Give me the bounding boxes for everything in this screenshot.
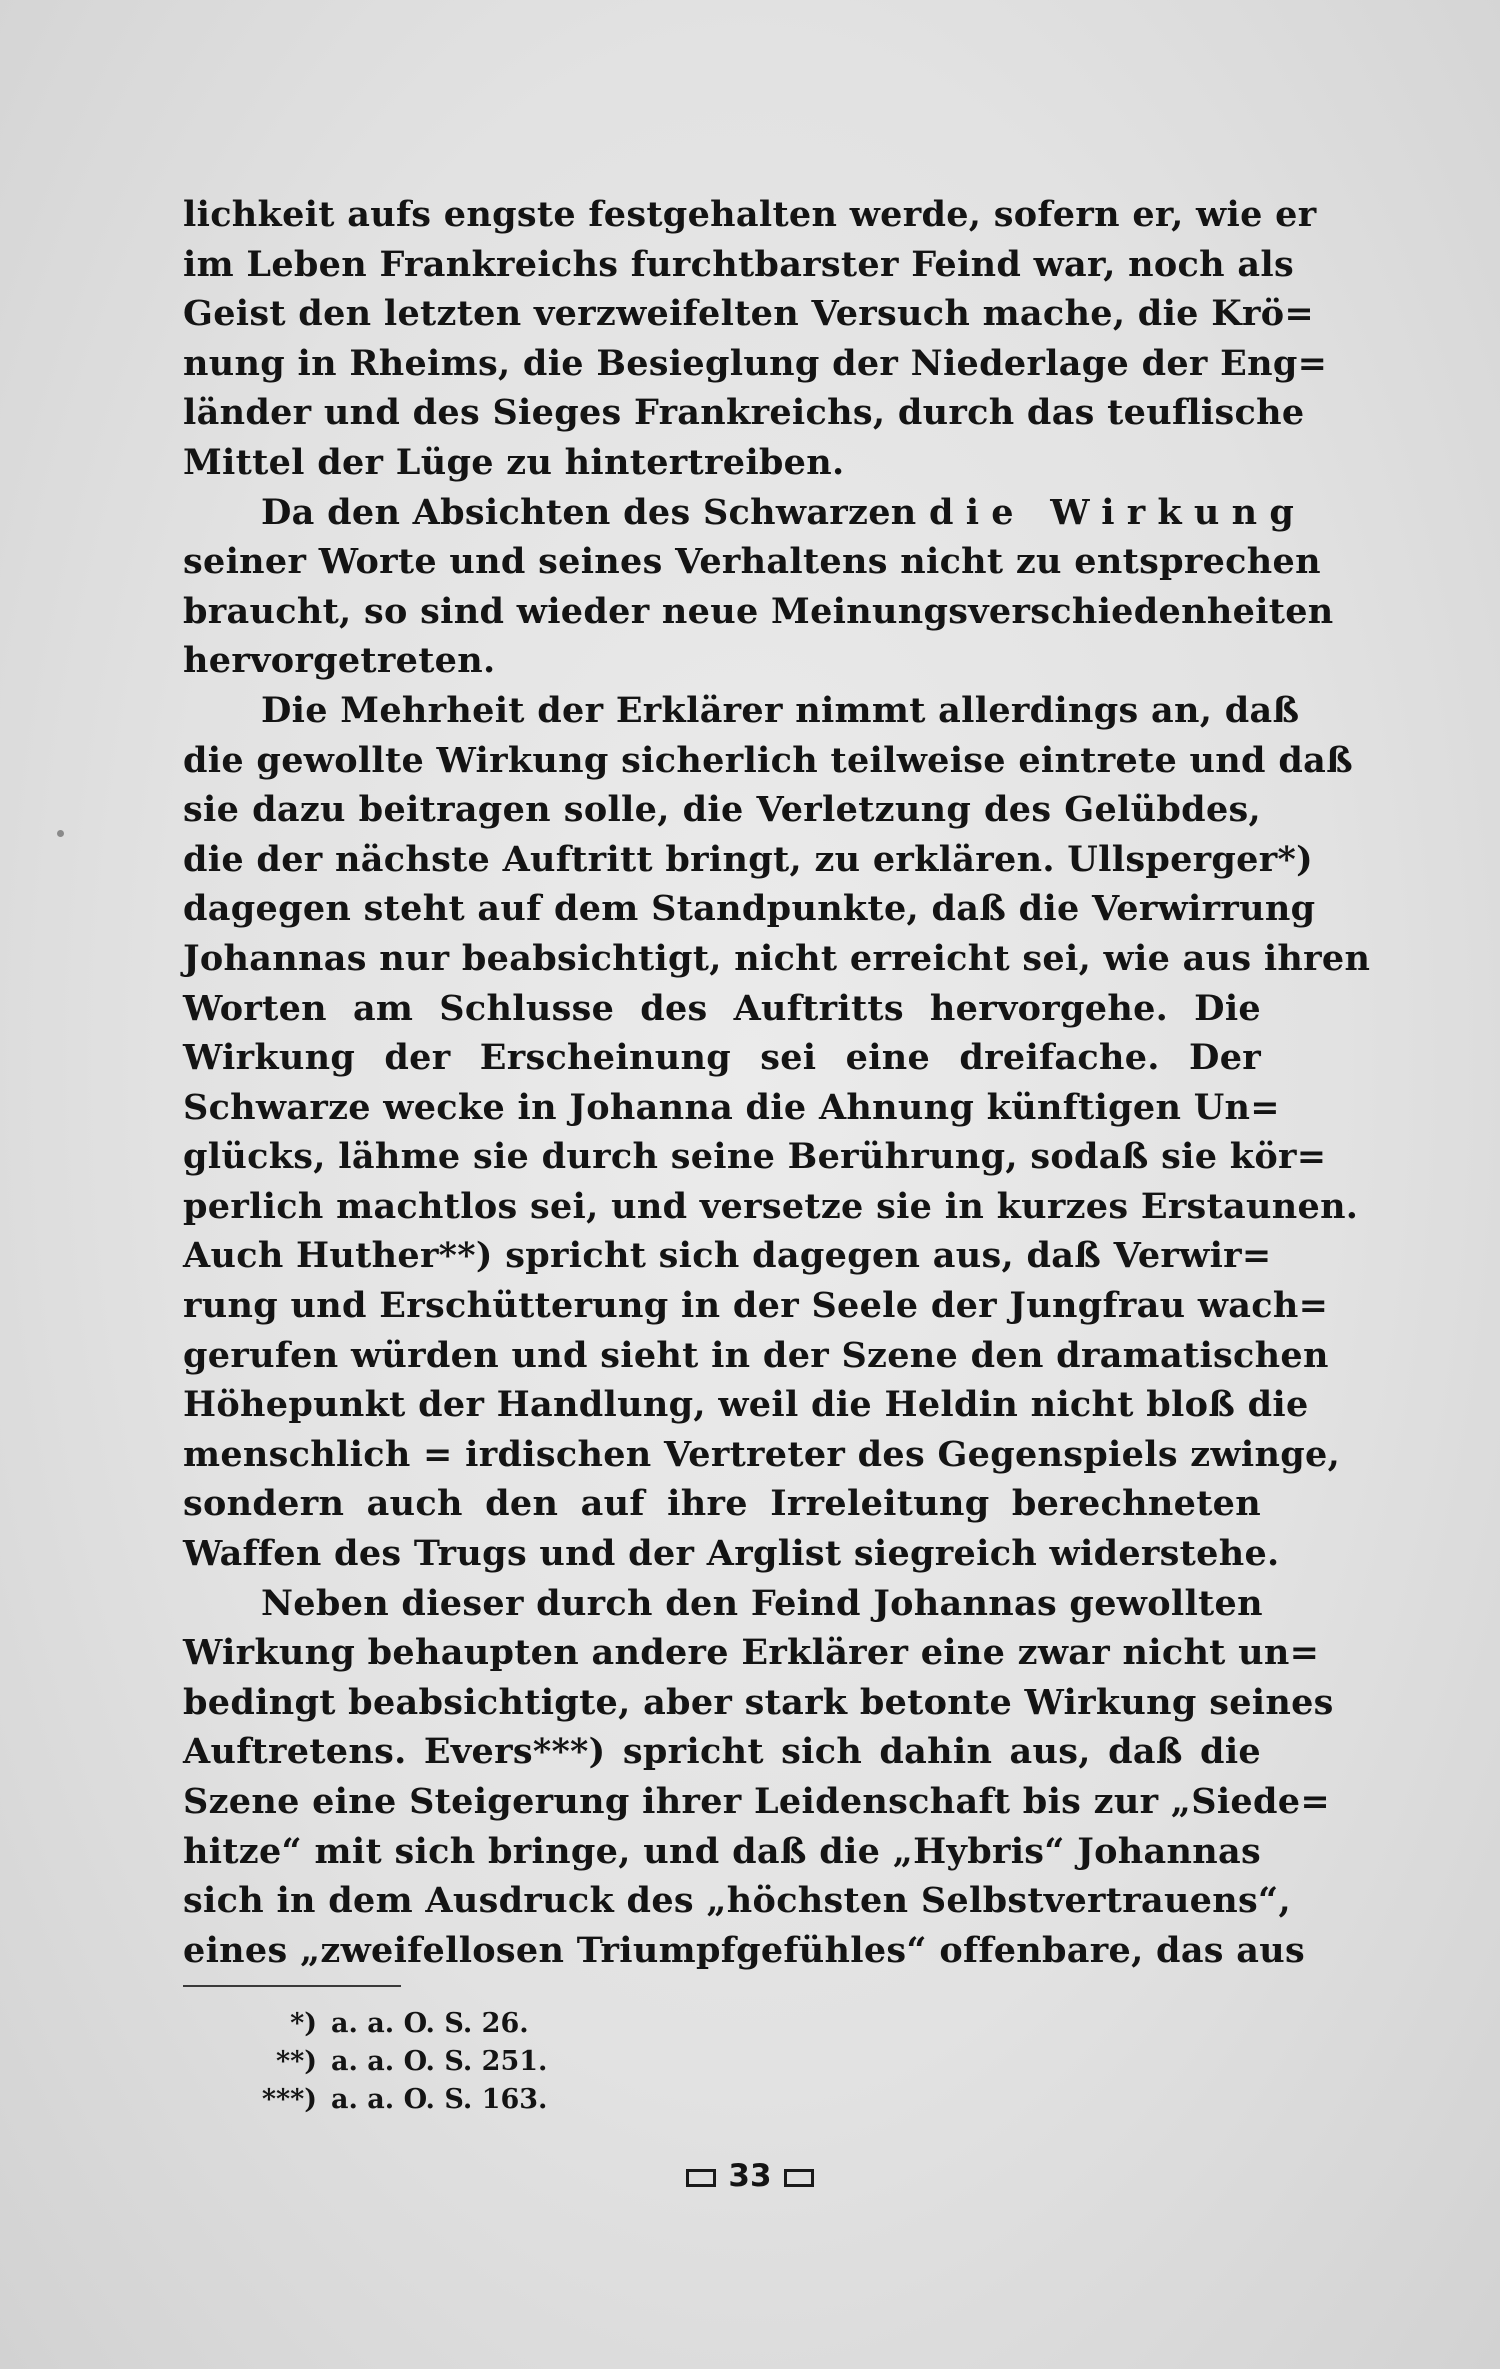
page-number-text: 33 <box>728 2158 772 2194</box>
text-line: Auftretens. Evers***) spricht sich dahin aus, daß die <box>183 1731 1261 1773</box>
footnote <box>255 2005 755 2043</box>
footnote-mark: **) <box>275 2046 317 2077</box>
text-line: Wirkung behaupten andere Erklärer eine zwar nicht un= <box>183 1632 1320 1674</box>
footnote-text: a. a. O. S. 26. <box>331 2008 529 2039</box>
footnote-mark: *) <box>290 2008 317 2039</box>
paragraph-start-line <box>183 488 1307 538</box>
text-line: menschlich = irdischen Vertreter des Gegenspiels zwinge, <box>183 1433 1341 1475</box>
text-line: seiner Worte und seines Verhaltens nicht zu entsprechen <box>183 541 1321 583</box>
text-line: hitze“ mit sich bringe, und daß die „Hybris“ Johannas <box>183 1830 1261 1872</box>
paragraph-end-line: Mittel der Lüge zu hintertreiben. <box>183 441 845 483</box>
paragraph-end-line: hervorgetreten. <box>183 640 496 682</box>
text-line: Szene eine Steigerung ihrer Leidenschaft bis zur „Siede= <box>183 1781 1330 1822</box>
text-line: lichkeit aufs engste festgehalten werde, sofern er, wie er <box>183 194 1317 235</box>
text-line: Auch Huther**) spricht sich dagegen aus, daß Verwir= <box>183 1235 1272 1277</box>
text-line: nung in Rheims, die Besieglung der Niederlage der Eng= <box>183 342 1328 384</box>
text-line: glücks, lähme sie durch seine Berührung, sodaß sie kör= <box>183 1136 1327 1178</box>
ornament-box-icon <box>784 2169 814 2187</box>
footnote-text: a. a. O. S. 251. <box>331 2046 548 2077</box>
footnote <box>255 2043 755 2081</box>
text-line: Höhepunkt der Handlung, weil die Heldin nicht bloß die <box>183 1384 1309 1426</box>
text-line: länder und des Sieges Frankreichs, durch das teuflische <box>183 392 1305 434</box>
footnote-mark: ***) <box>261 2084 317 2115</box>
spaced-emphasis: die Wirkung <box>929 491 1307 533</box>
text-line: braucht, so sind wieder neue Meinungsverschiedenheiten <box>183 590 1334 632</box>
text-line: im Leben Frankreichs furchtbarster Feind war, noch als <box>183 243 1294 285</box>
footnote-divider <box>183 1985 401 1987</box>
text-line: die der nächste Auftritt bringt, zu erklären. Ullsperger*) <box>183 838 1313 880</box>
page-number <box>0 2158 1500 2194</box>
paper-speck <box>57 830 64 837</box>
text-line: bedingt beabsichtigte, aber stark betonte Wirkung seines <box>183 1681 1334 1723</box>
paragraph-start-line: Neben dieser durch den Feind Johannas gewollten <box>261 1582 1263 1624</box>
text-line: sondern auch den auf ihre Irreleitung berechneten <box>183 1483 1261 1525</box>
text-line: sie dazu beitragen solle, die Verletzung des Gelübdes, <box>183 789 1261 831</box>
footnotes <box>255 2005 755 2119</box>
footnote-text: a. a. O. S. 163. <box>331 2084 548 2115</box>
text-line: Geist den letzten verzweifelten Versuch mache, die Krö= <box>183 293 1314 335</box>
paragraph-start-line: Die Mehrheit der Erklärer nimmt allerdings an, daß <box>261 689 1300 731</box>
text-line: perlich machtlos sei, und versetze sie in kurzes Erstaunen. <box>183 1185 1359 1227</box>
text-line: Wirkung der Erscheinung sei eine dreifache. Der <box>183 1037 1261 1079</box>
text-line: Johannas nur beabsichtigt, nicht erreicht sei, wie aus ihren <box>183 937 1371 979</box>
footnote <box>255 2081 755 2119</box>
paragraph-end-line: Waffen des Trugs und der Arglist siegreich widerstehe. <box>183 1533 1280 1575</box>
text-line: Worten am Schlusse des Auftritts hervorgehe. Die <box>183 987 1261 1029</box>
ornament-box-icon <box>686 2169 716 2187</box>
text-line: dagegen steht auf dem Standpunkte, daß die Verwirrung <box>183 888 1316 930</box>
text-line: eines „zweifellosen Triumpfgefühles“ offenbare, das aus <box>183 1929 1306 1971</box>
line-text: Da den Absichten des Schwarzen <box>261 491 930 533</box>
text-line: rung und Erschütterung in der Seele der Jungfrau wach= <box>183 1285 1329 1327</box>
text-line: Schwarze wecke in Johanna die Ahnung künftigen Un= <box>183 1086 1280 1128</box>
body-text <box>183 190 1371 1975</box>
text-line: sich in dem Ausdruck des „höchsten Selbstvertrauens“, <box>183 1880 1291 1922</box>
text-line: die gewollte Wirkung sicherlich teilweise eintrete und daß <box>183 739 1353 781</box>
text-line: gerufen würden und sieht in der Szene den dramatischen <box>183 1334 1329 1376</box>
